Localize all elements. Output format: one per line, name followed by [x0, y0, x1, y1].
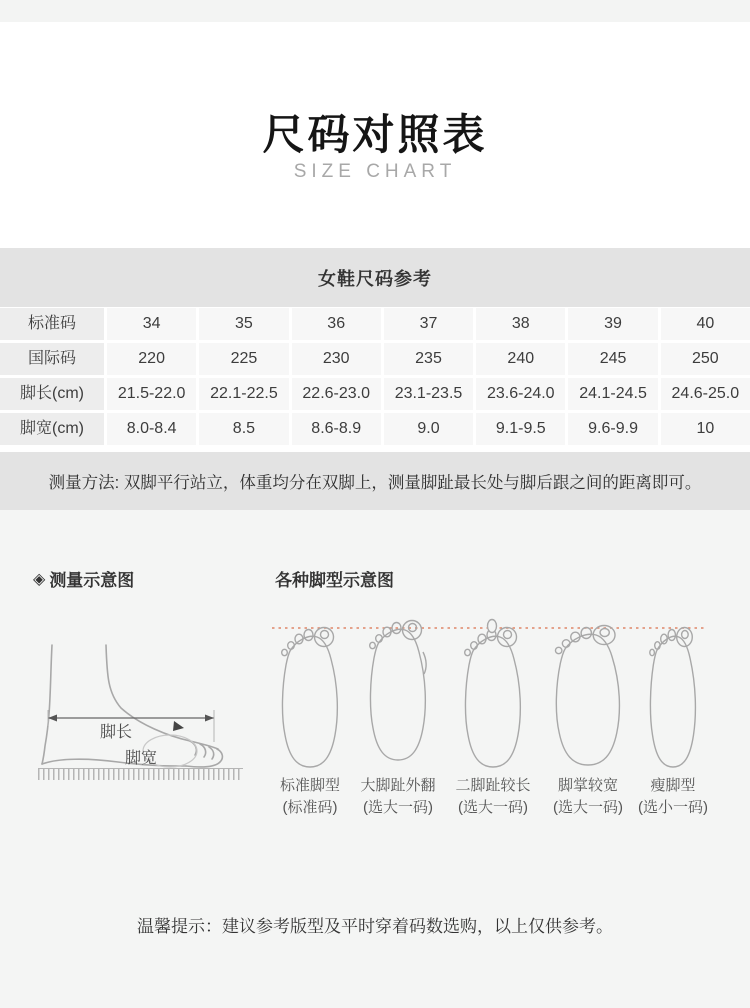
foot-length-label: 脚长: [100, 724, 133, 741]
diamond-icon: ◈: [33, 570, 46, 588]
measure-diagram-header-label: 测量示意图: [49, 571, 135, 590]
size-table-cell: 9.0: [384, 413, 473, 445]
foot-type-label: [360, 775, 435, 819]
foot-type-labels: [258, 775, 738, 835]
foot-long-second-toe: [465, 620, 521, 768]
size-table-cell: 35: [199, 308, 288, 340]
foot-wide: [555, 626, 619, 766]
foot-type-name: 脚掌较宽: [557, 777, 618, 794]
measure-diagram-header: [33, 566, 134, 591]
foot-type-advice: (选大一码): [362, 799, 433, 816]
foot-type-label: [553, 775, 623, 819]
size-table-row-label: 脚宽(cm): [0, 413, 104, 445]
size-table-cell: 225: [199, 343, 288, 375]
page-subtitle: SIZE CHART: [293, 161, 457, 182]
foot-type-name: 瘦脚型: [650, 777, 696, 794]
size-table-cell: 230: [292, 343, 381, 375]
foot-type-name: 标准脚型: [279, 777, 341, 794]
size-table-cell: 9.6-9.9: [568, 413, 657, 445]
size-table-cell: 250: [661, 343, 750, 375]
size-table-cell: 8.0-8.4: [107, 413, 196, 445]
size-table-cell: 22.6-23.0: [292, 378, 381, 410]
measure-method-note: 测量方法: 双脚平行站立，体重均分在双脚上，测量脚趾最长处与脚后跟之间的距离即可。: [0, 452, 750, 510]
footer-tip: 温馨提示：建议参考版型及平时穿着码数选购，以上仅供参考。: [137, 917, 613, 936]
foot-type-advice: (选大一码): [457, 799, 528, 816]
foot-type-name: 二脚趾较长: [455, 777, 531, 794]
size-table-cell: 24.6-25.0: [661, 378, 750, 410]
size-table-cell: 220: [107, 343, 196, 375]
foot-type-label: [455, 775, 530, 819]
foot-narrow: [650, 628, 696, 768]
size-table-cell: 23.6-24.0: [476, 378, 565, 410]
size-table-cell: 23.1-23.5: [384, 378, 473, 410]
foot-type-advice: (选小一码): [638, 799, 708, 816]
size-table-cell: 240: [476, 343, 565, 375]
size-table-cell: 8.6-8.9: [292, 413, 381, 445]
foot-types-illustration: [258, 608, 738, 778]
foot-types-header-label: 各种脚型示意图: [275, 571, 394, 590]
foot-type-advice: (标准码): [282, 799, 338, 816]
size-table-cell: 36: [292, 308, 381, 340]
top-gray-band: [0, 0, 750, 22]
size-table-cell: 9.1-9.5: [476, 413, 565, 445]
size-table-cell: 10: [661, 413, 750, 445]
foot-width-label: 脚宽: [125, 750, 158, 767]
size-table-row-label: 脚长(cm): [0, 378, 104, 410]
foot-type-label: [280, 775, 340, 819]
size-table-row-label: 国际码: [0, 343, 104, 375]
foot-type-label: [638, 775, 708, 819]
size-table-cell: 38: [476, 308, 565, 340]
size-table-cell: 21.5-22.0: [107, 378, 196, 410]
size-table: [0, 308, 750, 445]
size-table-cell: 34: [107, 308, 196, 340]
size-table-cell: 235: [384, 343, 473, 375]
size-table-cell: 245: [568, 343, 657, 375]
page-title: 尺码对照表: [262, 111, 488, 158]
size-table-row-label: 标准码: [0, 308, 104, 340]
diagram-section: [0, 510, 750, 1008]
foot-standard: [282, 628, 338, 768]
size-table-cell: 40: [661, 308, 750, 340]
size-table-cell: 22.1-22.5: [199, 378, 288, 410]
size-table-cell: 37: [384, 308, 473, 340]
foot-hallux-valgus: [370, 621, 426, 761]
foot-type-advice: (选大一码): [553, 799, 623, 816]
size-table-cell: 8.5: [199, 413, 288, 445]
foot-types-header: [275, 566, 394, 591]
foot-type-name: 大脚趾外翻: [360, 777, 436, 794]
size-table-cell: 39: [568, 308, 657, 340]
table-title: 女鞋尺码参考: [0, 248, 750, 307]
size-table-cell: 24.1-24.5: [568, 378, 657, 410]
